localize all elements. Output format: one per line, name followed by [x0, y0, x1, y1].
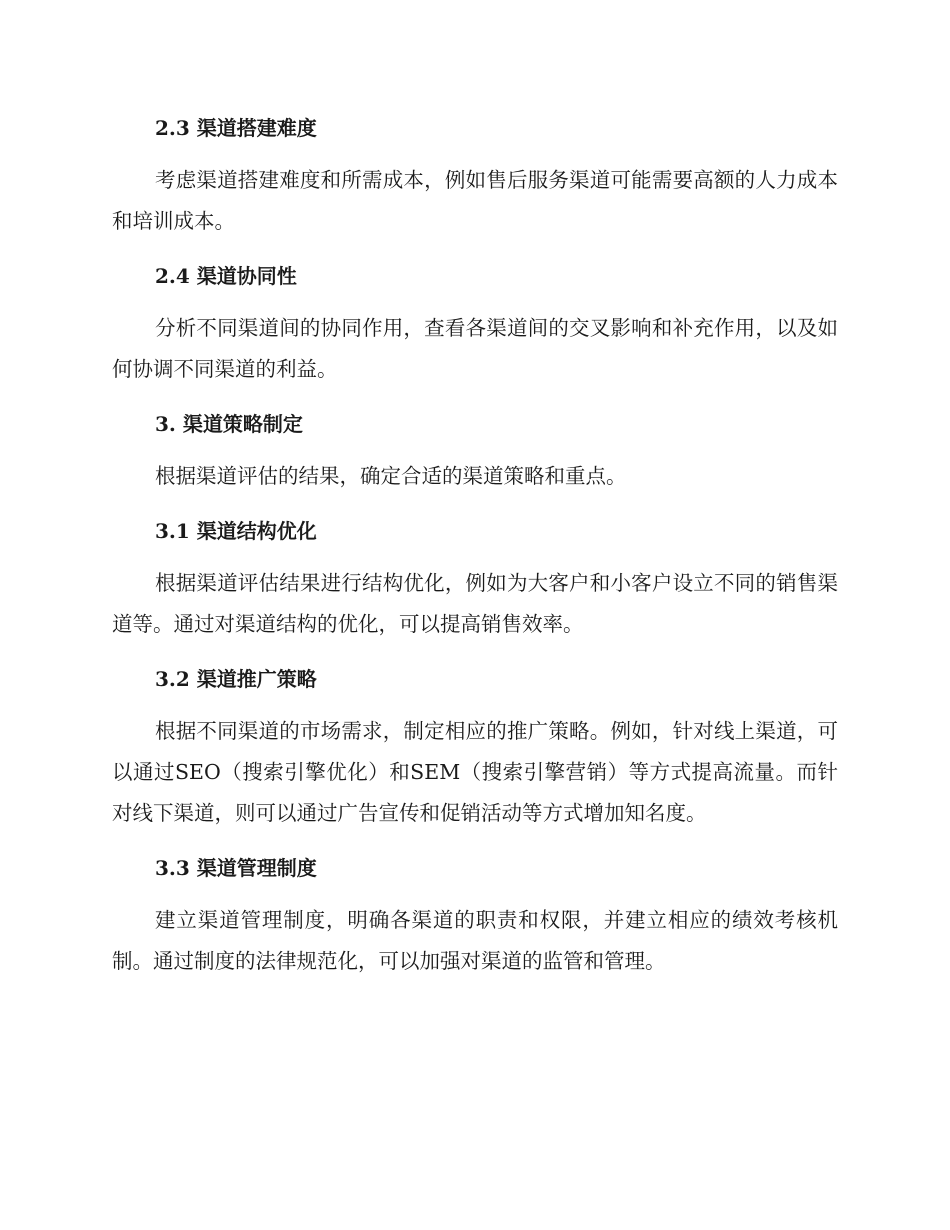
section-heading-2-4: 2.4 渠道协同性: [155, 264, 297, 288]
section-body-3: 根据渠道评估的结果，确定合适的渠道策略和重点。: [155, 464, 627, 488]
document-page: [112, 108, 838, 996]
section-heading-3: 3. 渠道策略制定: [155, 412, 303, 436]
section-heading-3-1: 3.1 渠道结构优化: [155, 519, 317, 543]
section-heading-3-3: 3.3 渠道管理制度: [155, 856, 317, 880]
section-body-2-4: 分析不同渠道间的协同作用，查看各渠道间的交叉影响和补充作用，以及如何协调不同渠道的利益。: [112, 316, 838, 381]
section-body-2-3: 考虑渠道搭建难度和所需成本，例如售后服务渠道可能需要高额的人力成本和培训成本。: [112, 168, 838, 233]
section-heading-3-2: 3.2 渠道推广策略: [155, 667, 317, 691]
section-body-3-2: 根据不同渠道的市场需求，制定相应的推广策略。例如，针对线上渠道，可以通过SEO（搜索引擎优化）和SEM（搜索引擎营销）等方式提高流量。而针对线下渠道，则可以通过广告宣传和促销活动等方式增加知名度。: [112, 719, 838, 825]
section-body-3-1: 根据渠道评估结果进行结构优化，例如为大客户和小客户设立不同的销售渠道等。通过对渠道结构的优化，可以提高销售效率。: [112, 571, 838, 636]
section-heading-2-3: 2.3 渠道搭建难度: [155, 116, 317, 140]
section-body-3-3: 建立渠道管理制度，明确各渠道的职责和权限，并建立相应的绩效考核机制。通过制度的法律规范化，可以加强对渠道的监管和管理。: [112, 908, 838, 973]
